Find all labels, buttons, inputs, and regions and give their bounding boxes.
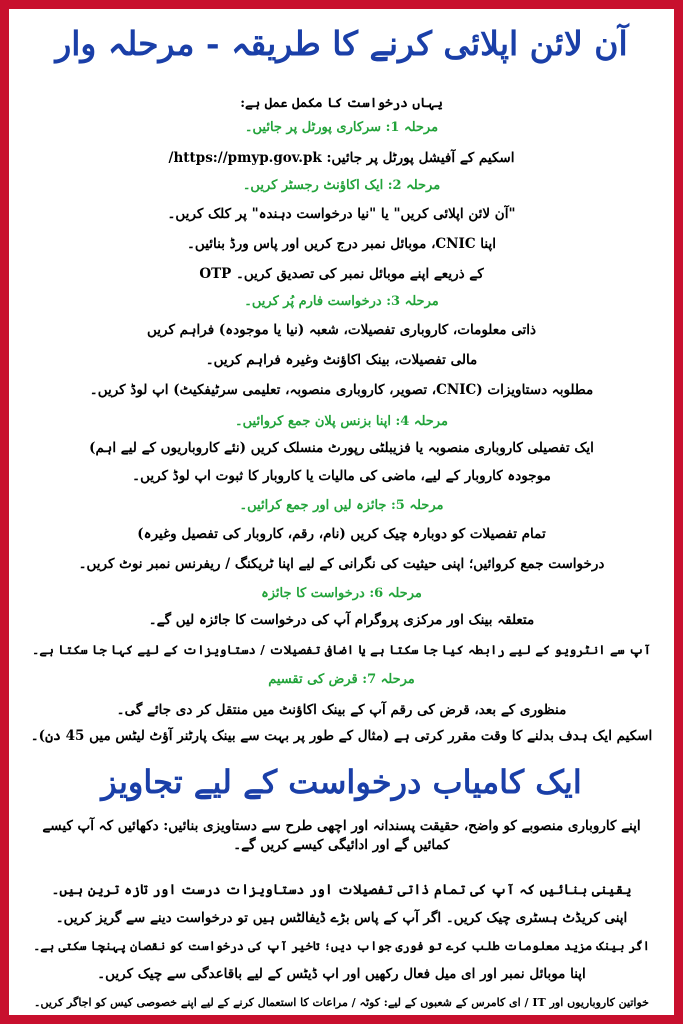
tip-4: اگر بینک مزید معلومات طلب کرے تو فوری جواب دیں؛ تاخیر آپ کی درخواست کو نقصان پہنچا سکتی ہے۔ xyxy=(33,939,650,953)
step-7-line-1: منظوری کے بعد، قرض کی رقم آپ کے بینک اکاؤنٹ میں منتقل کر دی جائے گی۔ xyxy=(116,702,567,718)
step-1-line-1: اسکیم کے آفیشل پورٹل پر جائیں: https://pmyp.gov.pk/ xyxy=(168,150,515,166)
step-5-heading: مرحلہ 5: جائزہ لیں اور جمع کرائیں۔ xyxy=(239,498,444,513)
step-3-line-3: مطلوبہ دستاویزات (CNIC، تصویر، کاروباری منصوبہ، تعلیمی سرٹیفکیٹ) اپ لوڈ کریں۔ xyxy=(89,382,594,398)
step-7-heading: مرحلہ 7: قرض کی تقسیم xyxy=(268,672,415,687)
tip-3: اپنی کریڈٹ ہسٹری چیک کریں۔ اگر آپ کے پاس بڑے ڈیفالٹس ہیں تو درخواست دینے سے گریز کریں۔ xyxy=(55,910,628,926)
tip-5: اپنا موبائل نمبر اور ای میل فعال رکھیں اور اپ ڈیٹس کے لیے باقاعدگی سے چیک کریں۔ xyxy=(97,966,586,982)
step-1-heading: مرحلہ 1: سرکاری پورٹل پر جائیں۔ xyxy=(244,120,439,135)
step-6-line-1: متعلقہ بینک اور مرکزی پروگرام آپ کی درخواست کا جائزہ لیں گے۔ xyxy=(148,612,535,628)
step-6-line-2: آپ سے انٹرویو کے لیے رابطہ کیا جا سکتا ہے یا اضافی تفصیلات / دستاویزات کے لیے کہا جا سکتا ہے۔ xyxy=(32,642,651,657)
step-4-heading: مرحلہ 4: اپنا بزنس پلان جمع کروائیں۔ xyxy=(235,414,448,429)
step-5-line-2: درخواست جمع کروائیں؛ اپنی حیثیت کی نگرانی کے لیے اپنا ٹریکنگ / ریفرنس نمبر نوٹ کریں۔ xyxy=(78,556,605,572)
tip-6: خواتین کاروباریوں اور IT / ای کامرس کے شعبوں کے لیے: کوٹہ / مراعات کا استعمال کرنے کے لیے اپنے خصوصی کیس کو اجاگر کریں۔ xyxy=(34,996,649,1009)
step-2-heading: مرحلہ 2: ایک اکاؤنٹ رجسٹر کریں۔ xyxy=(242,178,441,193)
tip-2: یقینی بنائیں کہ آپ کی تمام ذاتی تفصیلات اور دستاویزات درست اور تازہ ترین ہیں۔ xyxy=(51,882,632,898)
step-4-line-2: موجودہ کاروبار کے لیے، ماضی کی مالیات یا کاروبار کا ثبوت اپ لوڈ کریں۔ xyxy=(132,468,551,484)
step-3-heading: مرحلہ 3: درخواست فارم پُر کریں۔ xyxy=(244,294,439,309)
page-title: آن لائن اپلائی کرنے کا طریقہ - مرحلہ وار xyxy=(55,24,628,63)
step-2-line-1: "آن لائن اپلائی کریں" یا "نیا درخواست دہندہ" پر کلک کریں۔ xyxy=(167,206,516,222)
tips-title: ایک کامیاب درخواست کے لیے تجاویز xyxy=(101,763,582,801)
step-6-heading: مرحلہ 6: درخواست کا جائزہ xyxy=(261,586,422,601)
step-3-line-2: مالی تفصیلات، بینک اکاؤنٹ وغیرہ فراہم کریں۔ xyxy=(205,352,478,368)
step-5-line-1: تمام تفصیلات کو دوبارہ چیک کریں (نام، رقم، کاروبار کی تفصیل وغیرہ) xyxy=(137,526,546,542)
step-4-line-1: ایک تفصیلی کاروباری منصوبہ یا فزیبلٹی رپورٹ منسلک کریں (نئے کاروباریوں کے لیے اہم) xyxy=(89,440,594,456)
step-2-line-2: اپنا CNIC، موبائل نمبر درج کریں اور پاس ورڈ بنائیں۔ xyxy=(187,236,496,252)
step-7-line-2: اسکیم ایک ہدف بدلنے کا وقت مقرر کرتی ہے (مثال کے طور پر بہت سے بینک پارٹنر آؤٹ لیٹس میں 45 دن)۔ xyxy=(30,728,653,744)
intro-text: یہاں درخواست کا مکمل عمل ہے: xyxy=(240,96,443,111)
step-2-line-3: OTP کے ذریعے اپنے موبائل نمبر کی تصدیق کریں۔ xyxy=(199,266,484,282)
tip-1: اپنے کاروباری منصوبے کو واضح، حقیقت پسندانہ اور اچھی طرح سے دستاویزی بنائیں: دکھائیں کہ آپ کیسے کمائیں گے اور ادائیگی کیسے کریں گے۔ xyxy=(42,818,641,853)
step-3-line-1: ذاتی معلومات، کاروباری تفصیلات، شعبہ (نیا یا موجودہ) فراہم کریں xyxy=(147,322,536,338)
